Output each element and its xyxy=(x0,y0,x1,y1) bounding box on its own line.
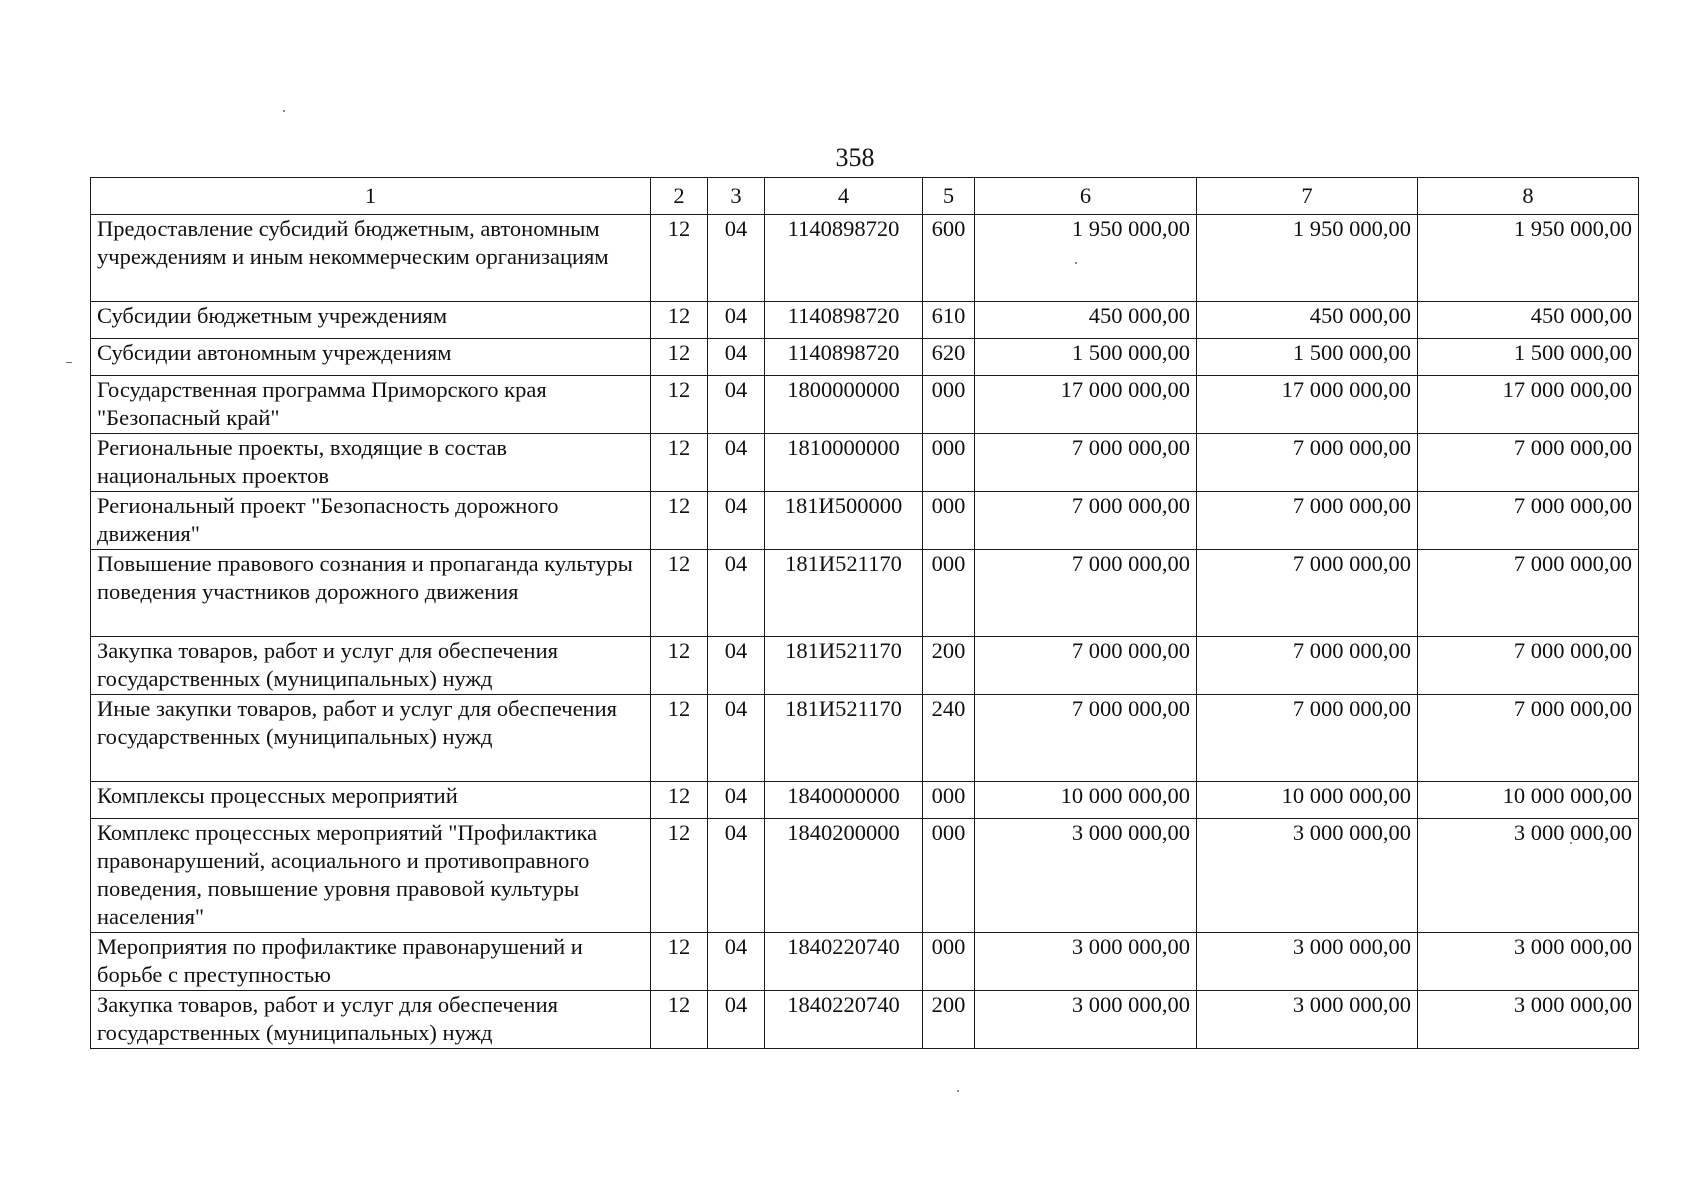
table-row xyxy=(91,434,1639,492)
row-amount-6: 3 000 000,00 xyxy=(975,933,1197,991)
row-name: Субсидии автономным учреждениям xyxy=(91,339,651,376)
row-section: 12 xyxy=(651,550,708,637)
row-amount-6: 7 000 000,00 xyxy=(975,492,1197,550)
row-amount-8: 7 000 000,00 xyxy=(1418,637,1639,695)
row-amount-8: 17 000 000,00 xyxy=(1418,376,1639,434)
row-name: Закупка товаров, работ и услуг для обеспечения государственных (муниципальных) нужд xyxy=(91,637,651,695)
row-target-code: 1800000000 xyxy=(765,376,923,434)
row-name: Региональный проект "Безопасность дорожного движения" xyxy=(91,492,651,550)
row-amount-8: 1 500 000,00 xyxy=(1418,339,1639,376)
row-expense-type: 200 xyxy=(923,637,975,695)
row-subsection: 04 xyxy=(708,695,765,782)
row-amount-6: 17 000 000,00 xyxy=(975,376,1197,434)
row-name: Закупка товаров, работ и услуг для обеспечения государственных (муниципальных) нужд xyxy=(91,991,651,1049)
column-header-1: 1 xyxy=(91,178,651,215)
row-amount-8: 3 000 000,00 xyxy=(1418,933,1639,991)
table-row xyxy=(91,819,1639,933)
row-subsection: 04 xyxy=(708,991,765,1049)
row-target-code: 1840000000 xyxy=(765,782,923,819)
row-amount-7: 7 000 000,00 xyxy=(1197,637,1418,695)
row-amount-6: 7 000 000,00 xyxy=(975,637,1197,695)
row-subsection: 04 xyxy=(708,434,765,492)
row-amount-6: 3 000 000,00 xyxy=(975,819,1197,933)
table-row xyxy=(91,376,1639,434)
table-row xyxy=(91,302,1639,339)
row-amount-6: 7 000 000,00 xyxy=(975,695,1197,782)
row-amount-7: 3 000 000,00 xyxy=(1197,819,1418,933)
row-subsection: 04 xyxy=(708,302,765,339)
row-name: Комплекс процессных мероприятий "Профилактика правонарушений, асоциального и противоправного поведения, повышение уровня правовой культуры населения" xyxy=(91,819,651,933)
row-expense-type: 240 xyxy=(923,695,975,782)
column-header-3: 3 xyxy=(708,178,765,215)
table-row xyxy=(91,637,1639,695)
row-amount-7: 7 000 000,00 xyxy=(1197,434,1418,492)
row-target-code: 1140898720 xyxy=(765,339,923,376)
row-expense-type: 000 xyxy=(923,782,975,819)
row-target-code: 1840220740 xyxy=(765,991,923,1049)
row-target-code: 1840200000 xyxy=(765,819,923,933)
row-amount-8: 7 000 000,00 xyxy=(1418,434,1639,492)
row-subsection: 04 xyxy=(708,782,765,819)
row-expense-type: 200 xyxy=(923,991,975,1049)
row-name: Повышение правового сознания и пропаганда культуры поведения участников дорожного движения xyxy=(91,550,651,637)
row-section: 12 xyxy=(651,933,708,991)
row-subsection: 04 xyxy=(708,492,765,550)
row-subsection: 04 xyxy=(708,339,765,376)
row-amount-8: 3 000 000,00 xyxy=(1418,819,1639,933)
row-section: 12 xyxy=(651,215,708,302)
table-row xyxy=(91,550,1639,637)
row-name: Субсидии бюджетным учреждениям xyxy=(91,302,651,339)
row-section: 12 xyxy=(651,695,708,782)
table-row xyxy=(91,492,1639,550)
row-amount-7: 1 500 000,00 xyxy=(1197,339,1418,376)
row-expense-type: 600 xyxy=(923,215,975,302)
row-target-code: 181И500000 xyxy=(765,492,923,550)
row-target-code: 181И521170 xyxy=(765,695,923,782)
row-name: Комплексы процессных мероприятий xyxy=(91,782,651,819)
scan-speck xyxy=(283,110,285,112)
row-amount-8: 3 000 000,00 xyxy=(1418,991,1639,1049)
row-amount-7: 450 000,00 xyxy=(1197,302,1418,339)
row-amount-6: 450 000,00 xyxy=(975,302,1197,339)
table-row xyxy=(91,695,1639,782)
column-header-7: 7 xyxy=(1197,178,1418,215)
row-subsection: 04 xyxy=(708,215,765,302)
row-section: 12 xyxy=(651,819,708,933)
row-amount-6: 1 950 000,00 xyxy=(975,215,1197,302)
row-section: 12 xyxy=(651,637,708,695)
row-expense-type: 000 xyxy=(923,492,975,550)
row-name: Региональные проекты, входящие в состав национальных проектов xyxy=(91,434,651,492)
table-row xyxy=(91,991,1639,1049)
row-expense-type: 620 xyxy=(923,339,975,376)
row-name: Государственная программа Приморского края "Безопасный край" xyxy=(91,376,651,434)
row-amount-6: 10 000 000,00 xyxy=(975,782,1197,819)
row-expense-type: 610 xyxy=(923,302,975,339)
row-amount-8: 7 000 000,00 xyxy=(1418,695,1639,782)
row-amount-7: 10 000 000,00 xyxy=(1197,782,1418,819)
row-subsection: 04 xyxy=(708,550,765,637)
row-amount-7: 7 000 000,00 xyxy=(1197,695,1418,782)
table-row xyxy=(91,933,1639,991)
table-row xyxy=(91,215,1639,302)
row-section: 12 xyxy=(651,339,708,376)
row-target-code: 1840220740 xyxy=(765,933,923,991)
row-section: 12 xyxy=(651,434,708,492)
row-name: Иные закупки товаров, работ и услуг для обеспечения государственных (муниципальных) нужд xyxy=(91,695,651,782)
row-amount-7: 7 000 000,00 xyxy=(1197,492,1418,550)
row-amount-8: 450 000,00 xyxy=(1418,302,1639,339)
row-subsection: 04 xyxy=(708,376,765,434)
row-amount-8: 7 000 000,00 xyxy=(1418,492,1639,550)
row-amount-6: 7 000 000,00 xyxy=(975,550,1197,637)
row-target-code: 1810000000 xyxy=(765,434,923,492)
scan-speck xyxy=(957,1090,959,1092)
row-expense-type: 000 xyxy=(923,819,975,933)
row-name: Предоставление субсидий бюджетным, автономным учреждениям и иным некоммерческим организациям xyxy=(91,215,651,302)
row-subsection: 04 xyxy=(708,819,765,933)
row-amount-6: 3 000 000,00 xyxy=(975,991,1197,1049)
row-target-code: 1140898720 xyxy=(765,215,923,302)
row-target-code: 181И521170 xyxy=(765,550,923,637)
column-header-6: 6 xyxy=(975,178,1197,215)
row-amount-8: 1 950 000,00 xyxy=(1418,215,1639,302)
row-name: Мероприятия по профилактике правонарушений и борьбе с преступностью xyxy=(91,933,651,991)
row-amount-7: 3 000 000,00 xyxy=(1197,933,1418,991)
row-amount-6: 7 000 000,00 xyxy=(975,434,1197,492)
row-expense-type: 000 xyxy=(923,933,975,991)
row-amount-7: 17 000 000,00 xyxy=(1197,376,1418,434)
row-amount-7: 1 950 000,00 xyxy=(1197,215,1418,302)
row-subsection: 04 xyxy=(708,933,765,991)
budget-table xyxy=(90,177,1639,1049)
scan-speck xyxy=(66,362,72,363)
row-section: 12 xyxy=(651,991,708,1049)
row-section: 12 xyxy=(651,376,708,434)
row-amount-6: 1 500 000,00 xyxy=(975,339,1197,376)
row-section: 12 xyxy=(651,782,708,819)
column-header-4: 4 xyxy=(765,178,923,215)
row-expense-type: 000 xyxy=(923,376,975,434)
row-expense-type: 000 xyxy=(923,434,975,492)
row-amount-7: 7 000 000,00 xyxy=(1197,550,1418,637)
column-header-5: 5 xyxy=(923,178,975,215)
row-amount-7: 3 000 000,00 xyxy=(1197,991,1418,1049)
table-header-row xyxy=(91,178,1639,215)
column-header-2: 2 xyxy=(651,178,708,215)
row-section: 12 xyxy=(651,302,708,339)
column-header-8: 8 xyxy=(1418,178,1639,215)
table-row xyxy=(91,339,1639,376)
table-row xyxy=(91,782,1639,819)
row-target-code: 181И521170 xyxy=(765,637,923,695)
row-subsection: 04 xyxy=(708,637,765,695)
page-number: 358 xyxy=(835,143,875,172)
row-amount-8: 7 000 000,00 xyxy=(1418,550,1639,637)
row-target-code: 1140898720 xyxy=(765,302,923,339)
row-amount-8: 10 000 000,00 xyxy=(1418,782,1639,819)
row-section: 12 xyxy=(651,492,708,550)
row-expense-type: 000 xyxy=(923,550,975,637)
